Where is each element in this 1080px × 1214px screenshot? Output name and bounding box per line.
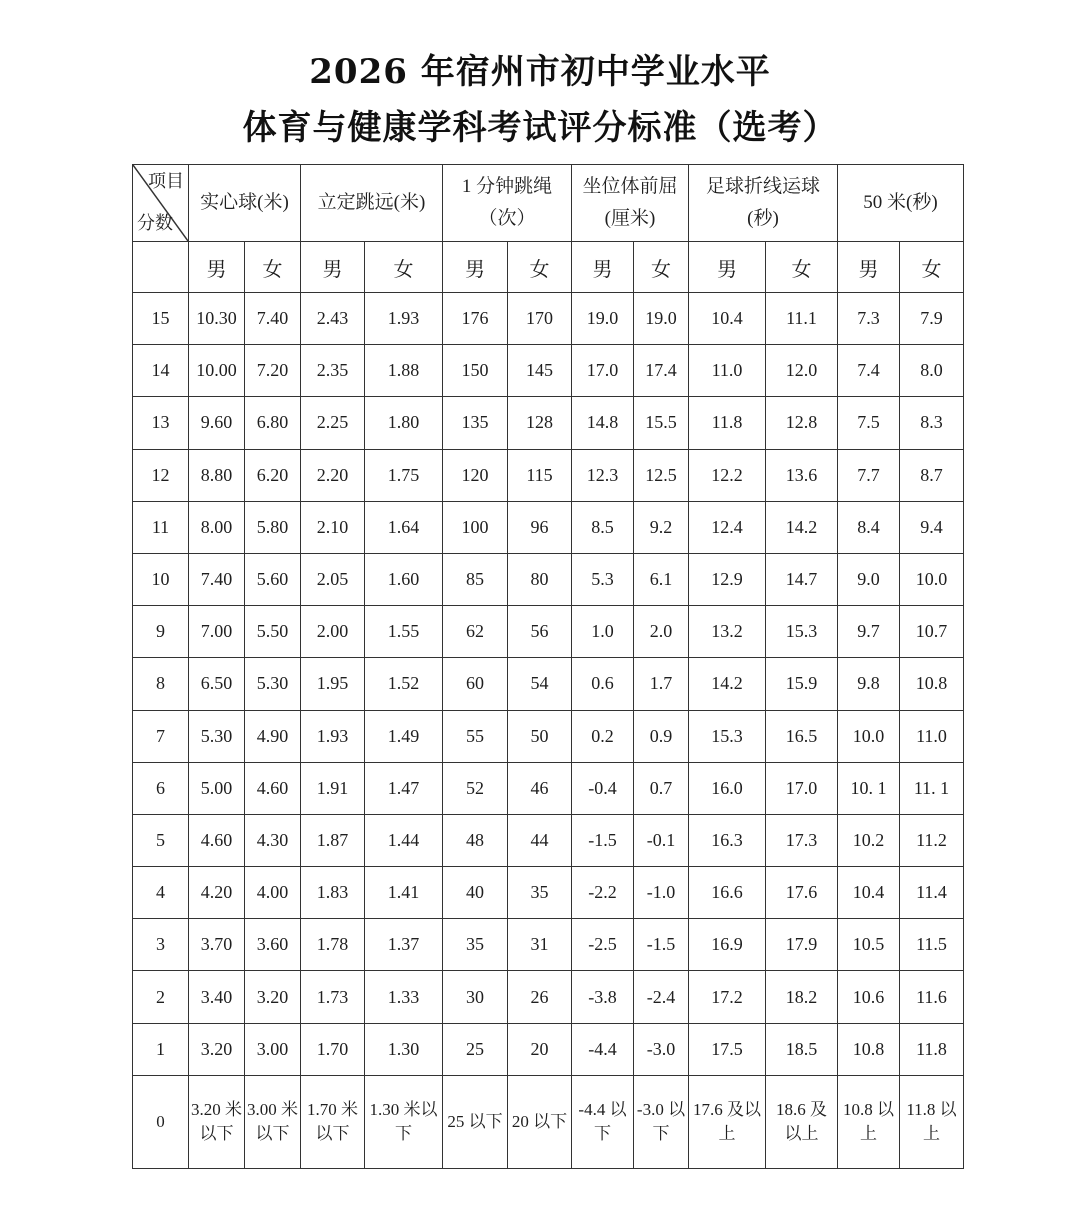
value-cell: 14.2 [689,658,766,710]
value-cell: 13.6 [766,449,838,501]
gender-header-row [133,242,964,293]
gender-cell: 女 [634,242,689,293]
value-cell: 2.43 [301,293,365,345]
score-cell: 3 [133,919,189,971]
value-cell: 52 [443,762,508,814]
value-cell: 2.10 [301,501,365,553]
event-label: 立定跳远(米) [317,192,426,213]
table-row [133,762,964,814]
gender-cell: 男 [572,242,634,293]
gender-cell: 男 [689,242,766,293]
value-cell: 135 [443,397,508,449]
value-cell: 20 [508,1023,572,1075]
title-line-1: 2026 年宿州市初中学业水平 [309,52,771,92]
value-cell: -2.5 [572,919,634,971]
value-cell: 2.00 [301,606,365,658]
value-cell: 7.5 [838,397,900,449]
value-cell: 8.00 [189,501,245,553]
value-cell: 10.6 [838,971,900,1023]
event-header-row [133,165,964,242]
value-cell: 11. 1 [900,762,964,814]
value-cell: 1.87 [301,814,365,866]
value-cell: 11.8 [900,1023,964,1075]
value-cell [838,1075,900,1168]
value-cell: 10.8 [900,658,964,710]
event-header-50m [838,165,964,242]
table-row-zero [133,1075,964,1168]
value-cell: 1.64 [365,501,443,553]
value-cell: 40 [443,867,508,919]
value-cell: 6.80 [245,397,301,449]
corner-label-event: 项目 [148,171,184,191]
score-cell: 6 [133,762,189,814]
value-cell: 1.7 [634,658,689,710]
event-header-sit-reach [572,165,689,242]
value-cell: 11.8 [689,397,766,449]
value-cell: -3.8 [572,971,634,1023]
value-cell: 10.5 [838,919,900,971]
value-cell [900,1075,964,1168]
value-cell: 1.95 [301,658,365,710]
value-cell: 18.5 [766,1023,838,1075]
threshold-text: 25 以下 [447,1111,503,1131]
value-cell: 10.7 [900,606,964,658]
gender-cell: 女 [245,242,301,293]
value-cell: 2.0 [634,606,689,658]
score-cell: 13 [133,397,189,449]
value-cell: 10.2 [838,814,900,866]
value-cell: 1.83 [301,867,365,919]
value-cell: 176 [443,293,508,345]
value-cell: 12.9 [689,553,766,605]
score-cell: 12 [133,449,189,501]
value-cell: 1.80 [365,397,443,449]
value-cell: 62 [443,606,508,658]
value-cell: 17.0 [766,762,838,814]
value-cell: 1.0 [572,606,634,658]
table-row [133,658,964,710]
table-row [133,814,964,866]
value-cell: 11.4 [900,867,964,919]
value-cell: 5.80 [245,501,301,553]
gender-cell: 女 [766,242,838,293]
value-cell: 54 [508,658,572,710]
value-cell: 96 [508,501,572,553]
value-cell: 11.5 [900,919,964,971]
value-cell: 11.1 [766,293,838,345]
value-cell: 46 [508,762,572,814]
value-cell: 30 [443,971,508,1023]
value-cell: 9.60 [189,397,245,449]
value-cell: 10.4 [838,867,900,919]
value-cell: 3.40 [189,971,245,1023]
value-cell: 12.5 [634,449,689,501]
value-cell [245,1075,301,1168]
score-cell: 10 [133,553,189,605]
value-cell: 10.0 [838,710,900,762]
score-cell: 7 [133,710,189,762]
value-cell: 3.20 [189,1023,245,1075]
value-cell: 3.60 [245,919,301,971]
threshold-text: 3.00 米以下 [247,1099,298,1143]
score-cell: 9 [133,606,189,658]
value-cell: 7.00 [189,606,245,658]
event-label: 1 分钟跳绳（次） [461,176,553,229]
value-cell: 25 [443,1023,508,1075]
threshold-text: 10.8 以上 [843,1099,894,1143]
value-cell: 1.41 [365,867,443,919]
score-cell: 2 [133,971,189,1023]
title-line-2: 体育与健康学科考试评分标准（选考） [242,108,838,148]
score-cell: 0 [133,1075,189,1168]
value-cell: 7.40 [245,293,301,345]
value-cell: 145 [508,345,572,397]
value-cell: 5.50 [245,606,301,658]
value-cell: -0.4 [572,762,634,814]
score-cell: 14 [133,345,189,397]
event-header-shot [189,165,301,242]
value-cell: 8.3 [900,397,964,449]
value-cell: 15.3 [689,710,766,762]
event-label: 50 米(秒) [863,192,938,213]
value-cell: 100 [443,501,508,553]
value-cell: 7.3 [838,293,900,345]
value-cell [365,1075,443,1168]
value-cell: 10.30 [189,293,245,345]
value-cell: 1.88 [365,345,443,397]
table-row [133,971,964,1023]
value-cell: 10.8 [838,1023,900,1075]
value-cell: 15.9 [766,658,838,710]
value-cell: 7.20 [245,345,301,397]
value-cell: 120 [443,449,508,501]
value-cell: 7.4 [838,345,900,397]
value-cell: 2.35 [301,345,365,397]
value-cell: 80 [508,553,572,605]
value-cell: 9.7 [838,606,900,658]
value-cell: 1.78 [301,919,365,971]
value-cell: 150 [443,345,508,397]
score-cell: 8 [133,658,189,710]
value-cell: 8.4 [838,501,900,553]
value-cell: 17.0 [572,345,634,397]
table-row [133,345,964,397]
value-cell: 16.9 [689,919,766,971]
value-cell [689,1075,766,1168]
value-cell: 13.2 [689,606,766,658]
value-cell: 31 [508,919,572,971]
value-cell: 55 [443,710,508,762]
value-cell: 5.30 [245,658,301,710]
value-cell: 19.0 [634,293,689,345]
value-cell: 12.0 [766,345,838,397]
value-cell [443,1075,508,1168]
value-cell: 0.6 [572,658,634,710]
value-cell: 0.7 [634,762,689,814]
value-cell: 1.70 [301,1023,365,1075]
value-cell: 12.2 [689,449,766,501]
value-cell: 2.05 [301,553,365,605]
value-cell: 10.00 [189,345,245,397]
value-cell: 17.2 [689,971,766,1023]
value-cell: 4.60 [245,762,301,814]
value-cell: 1.93 [365,293,443,345]
value-cell: 16.6 [689,867,766,919]
value-cell: 1.93 [301,710,365,762]
table-row [133,553,964,605]
table-row [133,1023,964,1075]
value-cell: 2.20 [301,449,365,501]
gender-cell: 男 [838,242,900,293]
value-cell: 8.80 [189,449,245,501]
value-cell: 11.0 [900,710,964,762]
value-cell: 4.90 [245,710,301,762]
value-cell: 9.8 [838,658,900,710]
value-cell: 17.4 [634,345,689,397]
table-row [133,397,964,449]
event-header-long-jump [301,165,443,242]
threshold-text: -4.4 以下 [578,1099,627,1143]
event-label: 坐位体前屈(厘米) [582,176,678,229]
value-cell: 35 [443,919,508,971]
table-row [133,919,964,971]
value-cell: 1.49 [365,710,443,762]
value-cell: 8.5 [572,501,634,553]
value-cell: 1.52 [365,658,443,710]
value-cell: 0.9 [634,710,689,762]
value-cell [634,1075,689,1168]
value-cell: -1.5 [634,919,689,971]
gender-cell: 女 [508,242,572,293]
score-cell: 15 [133,293,189,345]
value-cell: 17.6 [766,867,838,919]
value-cell: 7.40 [189,553,245,605]
value-cell: 11.6 [900,971,964,1023]
value-cell: 18.2 [766,971,838,1023]
value-cell: -1.0 [634,867,689,919]
value-cell: 35 [508,867,572,919]
event-label: 实心球(米) [200,192,289,213]
value-cell: 17.3 [766,814,838,866]
score-cell: 4 [133,867,189,919]
value-cell [508,1075,572,1168]
value-cell: 11.2 [900,814,964,866]
value-cell: 12.4 [689,501,766,553]
value-cell: 115 [508,449,572,501]
value-cell: 16.3 [689,814,766,866]
value-cell: 1.37 [365,919,443,971]
scoring-table [132,164,964,1169]
value-cell: 0.2 [572,710,634,762]
value-cell: -3.0 [634,1023,689,1075]
value-cell: -2.2 [572,867,634,919]
value-cell: 85 [443,553,508,605]
value-cell: 60 [443,658,508,710]
value-cell: 15.5 [634,397,689,449]
value-cell: 4.60 [189,814,245,866]
gender-cell: 男 [443,242,508,293]
value-cell: 5.60 [245,553,301,605]
value-cell: 19.0 [572,293,634,345]
value-cell: 1.75 [365,449,443,501]
value-cell: 26 [508,971,572,1023]
value-cell: 12.3 [572,449,634,501]
value-cell: 56 [508,606,572,658]
table-row [133,606,964,658]
value-cell: 1.33 [365,971,443,1023]
value-cell [572,1075,634,1168]
value-cell: 9.2 [634,501,689,553]
value-cell: 5.30 [189,710,245,762]
value-cell: 4.30 [245,814,301,866]
threshold-text: 18.6 及以上 [776,1099,827,1143]
value-cell: 1.91 [301,762,365,814]
value-cell: 44 [508,814,572,866]
threshold-text: 20 以下 [511,1111,568,1131]
event-label: 足球折线运球(秒) [705,176,820,229]
gender-blank-cell [133,242,189,293]
gender-cell: 男 [189,242,245,293]
value-cell: 14.8 [572,397,634,449]
value-cell: 1.55 [365,606,443,658]
value-cell: 1.73 [301,971,365,1023]
event-header-rope [443,165,572,242]
value-cell: 8.0 [900,345,964,397]
corner-label-score: 分数 [137,213,173,233]
value-cell: 1.60 [365,553,443,605]
value-cell: 9.0 [838,553,900,605]
value-cell: 6.50 [189,658,245,710]
value-cell [301,1075,365,1168]
threshold-text: 11.8 以上 [906,1099,957,1143]
value-cell: 14.7 [766,553,838,605]
value-cell: 17.9 [766,919,838,971]
value-cell: 3.20 [245,971,301,1023]
value-cell: 6.20 [245,449,301,501]
value-cell: 50 [508,710,572,762]
value-cell: -4.4 [572,1023,634,1075]
value-cell: 9.4 [900,501,964,553]
value-cell: 10. 1 [838,762,900,814]
value-cell: 14.2 [766,501,838,553]
value-cell: 5.00 [189,762,245,814]
threshold-text: 17.6 及以上 [693,1099,761,1143]
table-row [133,867,964,919]
table-row [133,449,964,501]
value-cell: 12.8 [766,397,838,449]
value-cell: 1.30 [365,1023,443,1075]
value-cell: 7.7 [838,449,900,501]
value-cell: 15.3 [766,606,838,658]
value-cell: 2.25 [301,397,365,449]
table-row [133,710,964,762]
value-cell: 6.1 [634,553,689,605]
value-cell: 8.7 [900,449,964,501]
threshold-text: -3.0 以下 [636,1099,686,1143]
value-cell: 3.00 [245,1023,301,1075]
threshold-text: 3.20 米以下 [191,1099,242,1143]
value-cell [189,1075,245,1168]
threshold-text: 1.70 米以下 [307,1099,358,1143]
table-row [133,293,964,345]
gender-cell: 女 [365,242,443,293]
value-cell: 10.0 [900,553,964,605]
value-cell: 17.5 [689,1023,766,1075]
event-header-football [689,165,838,242]
value-cell: 16.0 [689,762,766,814]
table-row [133,501,964,553]
score-cell: 5 [133,814,189,866]
value-cell: 170 [508,293,572,345]
value-cell: 128 [508,397,572,449]
value-cell: 1.44 [365,814,443,866]
value-cell: 7.9 [900,293,964,345]
value-cell: -2.4 [634,971,689,1023]
score-cell: 11 [133,501,189,553]
value-cell: 16.5 [766,710,838,762]
corner-cell [133,165,189,242]
value-cell: 11.0 [689,345,766,397]
gender-cell: 女 [900,242,964,293]
value-cell: 4.00 [245,867,301,919]
value-cell: 3.70 [189,919,245,971]
value-cell: 48 [443,814,508,866]
threshold-text: 1.30 米以下 [369,1099,438,1143]
value-cell: -0.1 [634,814,689,866]
gender-cell: 男 [301,242,365,293]
score-cell: 1 [133,1023,189,1075]
value-cell: 1.47 [365,762,443,814]
value-cell: 10.4 [689,293,766,345]
value-cell [766,1075,838,1168]
value-cell: 4.20 [189,867,245,919]
value-cell: 5.3 [572,553,634,605]
value-cell: -1.5 [572,814,634,866]
